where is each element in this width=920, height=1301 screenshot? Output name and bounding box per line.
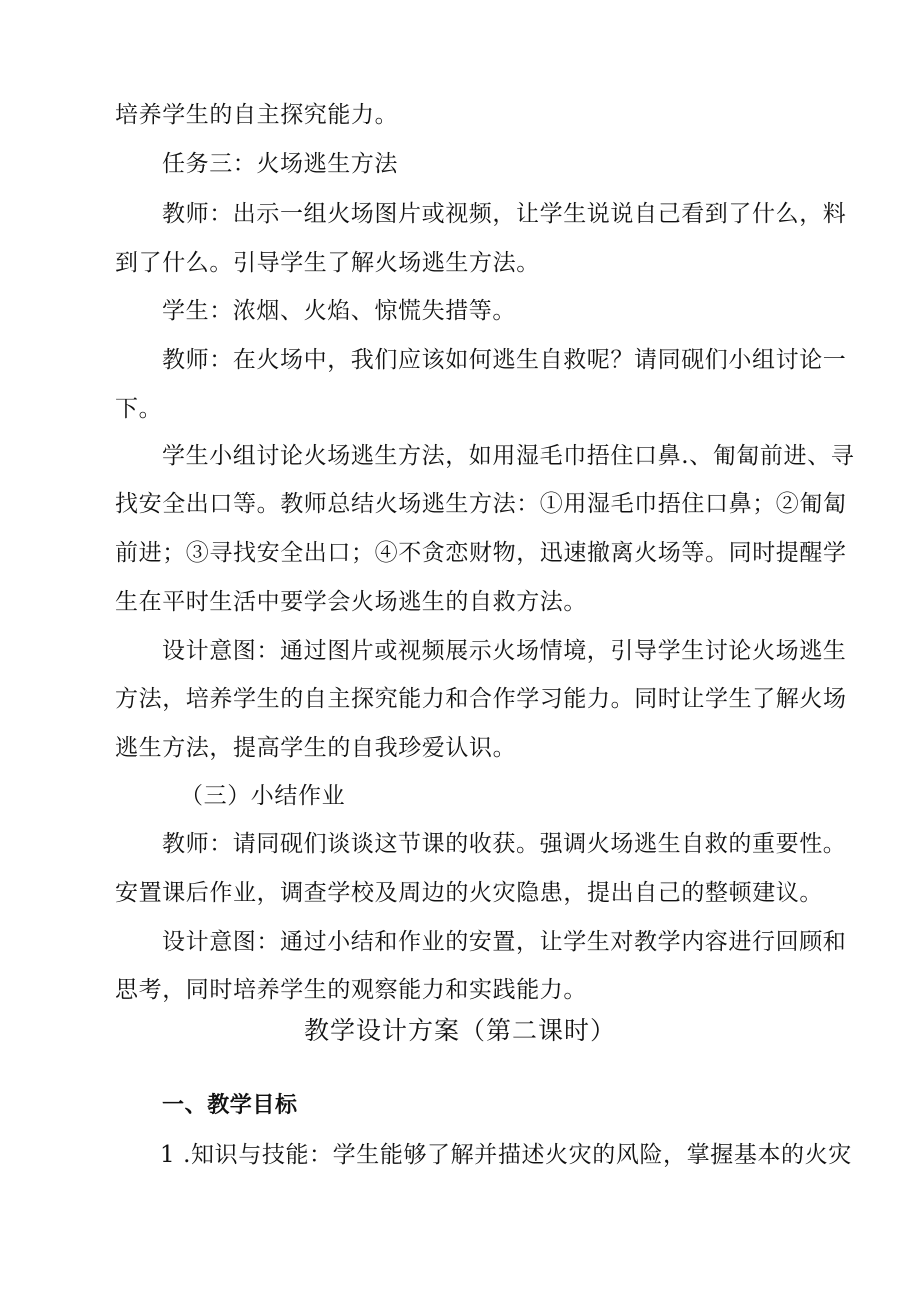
- paragraph-line: 培养学生的自主探究能力。: [115, 102, 399, 128]
- paragraph-line: 教师：请同砚们谈谈这节课的收获。强调火场逃生自救的重要性。: [162, 831, 847, 857]
- section-subheading: （三）小结作业: [180, 783, 346, 809]
- paragraph-line: 思考，同时培养学生的观察能力和实践能力。: [115, 977, 587, 1003]
- paragraph-line: 设计意图：通过图片或视频展示火场情境，引导学生讨论火场逃生: [162, 638, 847, 664]
- paragraph-line: 前进；③寻找安全出口；④不贪恋财物，迅速撤离火场等。同时提醒学: [115, 540, 847, 566]
- task-heading: 任务三：火场逃生方法: [162, 151, 398, 177]
- paragraph-line: 找安全出口等。教师总结火场逃生方法：①用湿毛巾捂住口鼻；②匍匐: [115, 491, 847, 517]
- section-heading: 一、教学目标: [162, 1093, 298, 1118]
- paragraph-line: 学生：浓烟、火焰、惊慌失措等。: [162, 298, 516, 324]
- list-item: 1 .知识与技能：学生能够了解并描述火灾的风险，掌握基本的火灾: [160, 1142, 852, 1168]
- paragraph-line: 设计意图：通过小结和作业的安置，让学生对教学内容进行回顾和: [162, 929, 847, 955]
- paragraph-line: 教师：出示一组火场图片或视频，让学生说说自己看到了什么，料: [162, 201, 847, 227]
- paragraph-line: 到了什么。引导学生了解火场逃生方法。: [115, 250, 540, 276]
- paragraph-line: 逃生方法，提高学生的自我珍爱认识。: [115, 735, 517, 761]
- page-title: 教学设计方案（第二课时）: [303, 1016, 616, 1045]
- paragraph-line: 安置课后作业，调查学校及周边的火灾隐患，提出自己的整顿建议。: [115, 880, 823, 906]
- paragraph-line: 生在平时生活中要学会火场逃生的自救方法。: [115, 589, 587, 615]
- paragraph-line: 下。: [115, 396, 163, 422]
- paragraph-line: 方法，培养学生的自主探究能力和合作学习能力。同时让学生了解火场: [115, 686, 847, 712]
- paragraph-line: 教师：在火场中，我们应该如何逃生自救呢？请同砚们小组讨论一: [162, 347, 847, 373]
- paragraph-line: 学生小组讨论火场逃生方法，如用湿毛巾捂住口鼻.、匍匐前进、寻: [162, 443, 855, 469]
